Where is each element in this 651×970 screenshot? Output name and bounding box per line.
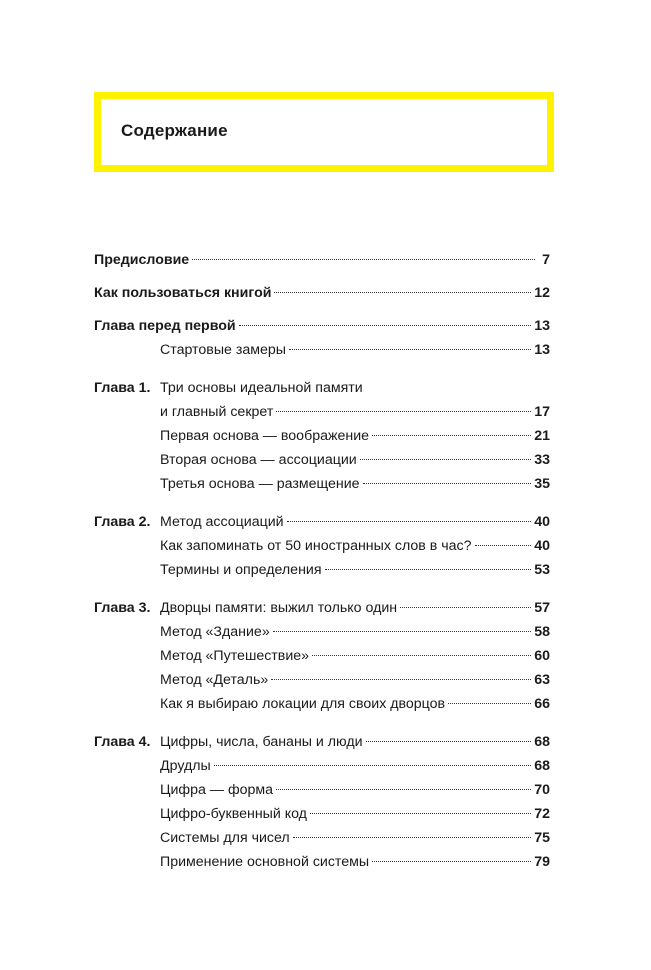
- dot-leader: [271, 679, 531, 680]
- dot-leader: [276, 411, 531, 412]
- dot-leader: [360, 459, 531, 460]
- toc-entry-label: Глава перед первой: [94, 318, 236, 334]
- dot-leader: [274, 292, 531, 293]
- dot-leader: [192, 259, 535, 260]
- toc-page-number: 79: [534, 854, 550, 870]
- toc-page-number: 7: [542, 252, 550, 268]
- toc-page-number: 21: [534, 428, 550, 444]
- toc-entry-label: Метод «Здание»: [160, 624, 270, 640]
- chapter-title: Дворцы памяти: выжил только один: [160, 600, 398, 616]
- toc-subentry[interactable]: [94, 620, 550, 644]
- toc-chapter-3[interactable]: [94, 596, 550, 620]
- toc-subentry[interactable]: [94, 754, 550, 778]
- page-title: Содержание: [121, 121, 228, 140]
- dot-leader: [363, 483, 532, 484]
- toc-subentry[interactable]: [94, 826, 550, 850]
- toc-page-number: 60: [534, 648, 550, 664]
- toc-subentry[interactable]: [94, 850, 550, 874]
- dot-leader: [372, 435, 531, 436]
- toc-entry-label: Метод «Деталь»: [160, 672, 269, 688]
- toc-subentry[interactable]: [94, 424, 550, 448]
- toc-page-number: 57: [534, 600, 550, 616]
- toc-chapter-4[interactable]: [94, 730, 550, 754]
- toc-page-number: 35: [534, 476, 550, 492]
- toc-page-number: 12: [534, 285, 550, 301]
- toc-entry-label: Как запоминать от 50 иностранных слов в час?: [160, 538, 472, 554]
- chapter-number: Глава 1.: [94, 380, 151, 396]
- toc-entry-label: Цифра — форма: [160, 782, 274, 798]
- toc-entry-before-first[interactable]: [94, 314, 550, 338]
- toc-page-number: 68: [534, 758, 550, 774]
- toc-entry-label: Метод «Путешествие»: [160, 648, 310, 664]
- toc-page-number: 17: [534, 404, 550, 420]
- toc-page-number: 58: [534, 624, 550, 640]
- chapter-title-line: и главный секрет: [160, 404, 274, 420]
- toc-chapter-1[interactable]: [94, 400, 550, 424]
- toc-page-number: 33: [534, 452, 550, 468]
- toc-subentry[interactable]: [94, 778, 550, 802]
- toc-subentry[interactable]: [94, 644, 550, 668]
- toc-entry-label: Системы для чисел: [160, 830, 290, 846]
- dot-leader: [289, 349, 531, 350]
- chapter-number: Глава 3.: [94, 600, 151, 616]
- dot-leader: [276, 789, 531, 790]
- toc-page-number: 63: [534, 672, 550, 688]
- toc-page-number: 53: [534, 562, 550, 578]
- toc-page-number: 13: [534, 318, 550, 334]
- dot-leader: [372, 861, 531, 862]
- toc-entry-label: Применение основной системы: [160, 854, 370, 870]
- table-of-contents: [94, 248, 550, 874]
- toc-subentry[interactable]: [94, 534, 550, 558]
- toc-entry-preface[interactable]: [94, 248, 550, 272]
- toc-chapter-1-heading[interactable]: [94, 376, 550, 400]
- chapter-title-line: Три основы идеальной памяти: [160, 380, 363, 396]
- toc-subentry[interactable]: [94, 558, 550, 582]
- chapter-number: Глава 2.: [94, 514, 151, 530]
- dot-leader: [287, 521, 532, 522]
- toc-subentry[interactable]: [94, 668, 550, 692]
- toc-entry-label: Термины и определения: [160, 562, 322, 578]
- toc-entry-label: Как пользоваться книгой: [94, 285, 272, 301]
- toc-subentry[interactable]: [94, 448, 550, 472]
- dot-leader: [214, 765, 532, 766]
- toc-page-number: 66: [534, 696, 550, 712]
- toc-subentry[interactable]: [94, 802, 550, 826]
- chapter-number: Глава 4.: [94, 734, 151, 750]
- toc-page-number: 40: [534, 514, 550, 530]
- dot-leader: [273, 631, 532, 632]
- toc-page-number: 68: [534, 734, 550, 750]
- toc-entry-label: Как я выбираю локации для своих дворцов: [160, 696, 446, 712]
- toc-subentry[interactable]: [94, 472, 550, 496]
- toc-entry-label: Первая основа — воображение: [160, 428, 370, 444]
- toc-entry-label: Предисловие: [94, 252, 190, 268]
- dot-leader: [400, 607, 531, 608]
- dot-leader: [239, 325, 532, 326]
- toc-page-number: 13: [534, 342, 550, 358]
- dot-leader: [293, 837, 532, 838]
- toc-page-number: 75: [534, 830, 550, 846]
- toc-page-number: 70: [534, 782, 550, 798]
- chapter-title: Цифры, числа, бананы и люди: [160, 734, 363, 750]
- dot-leader: [448, 703, 531, 704]
- toc-entry-howto[interactable]: [94, 281, 550, 305]
- dot-leader: [475, 545, 532, 546]
- dot-leader: [310, 813, 531, 814]
- toc-entry-label: Стартовые замеры: [160, 342, 286, 358]
- toc-page-number: 40: [534, 538, 550, 554]
- dot-leader: [366, 741, 532, 742]
- dot-leader: [312, 655, 531, 656]
- title-frame: [94, 92, 554, 172]
- toc-page-number: 72: [534, 806, 550, 822]
- chapter-title: Метод ассоциаций: [160, 514, 284, 530]
- toc-subentry[interactable]: [94, 338, 550, 362]
- toc-entry-label: Третья основа — размещение: [160, 476, 360, 492]
- toc-subentry[interactable]: [94, 692, 550, 716]
- toc-entry-label: Цифро-буквенный код: [160, 806, 307, 822]
- toc-entry-label: Друдлы: [160, 758, 211, 774]
- toc-entry-label: Вторая основа — ассоциации: [160, 452, 357, 468]
- dot-leader: [325, 569, 532, 570]
- toc-chapter-2[interactable]: [94, 510, 550, 534]
